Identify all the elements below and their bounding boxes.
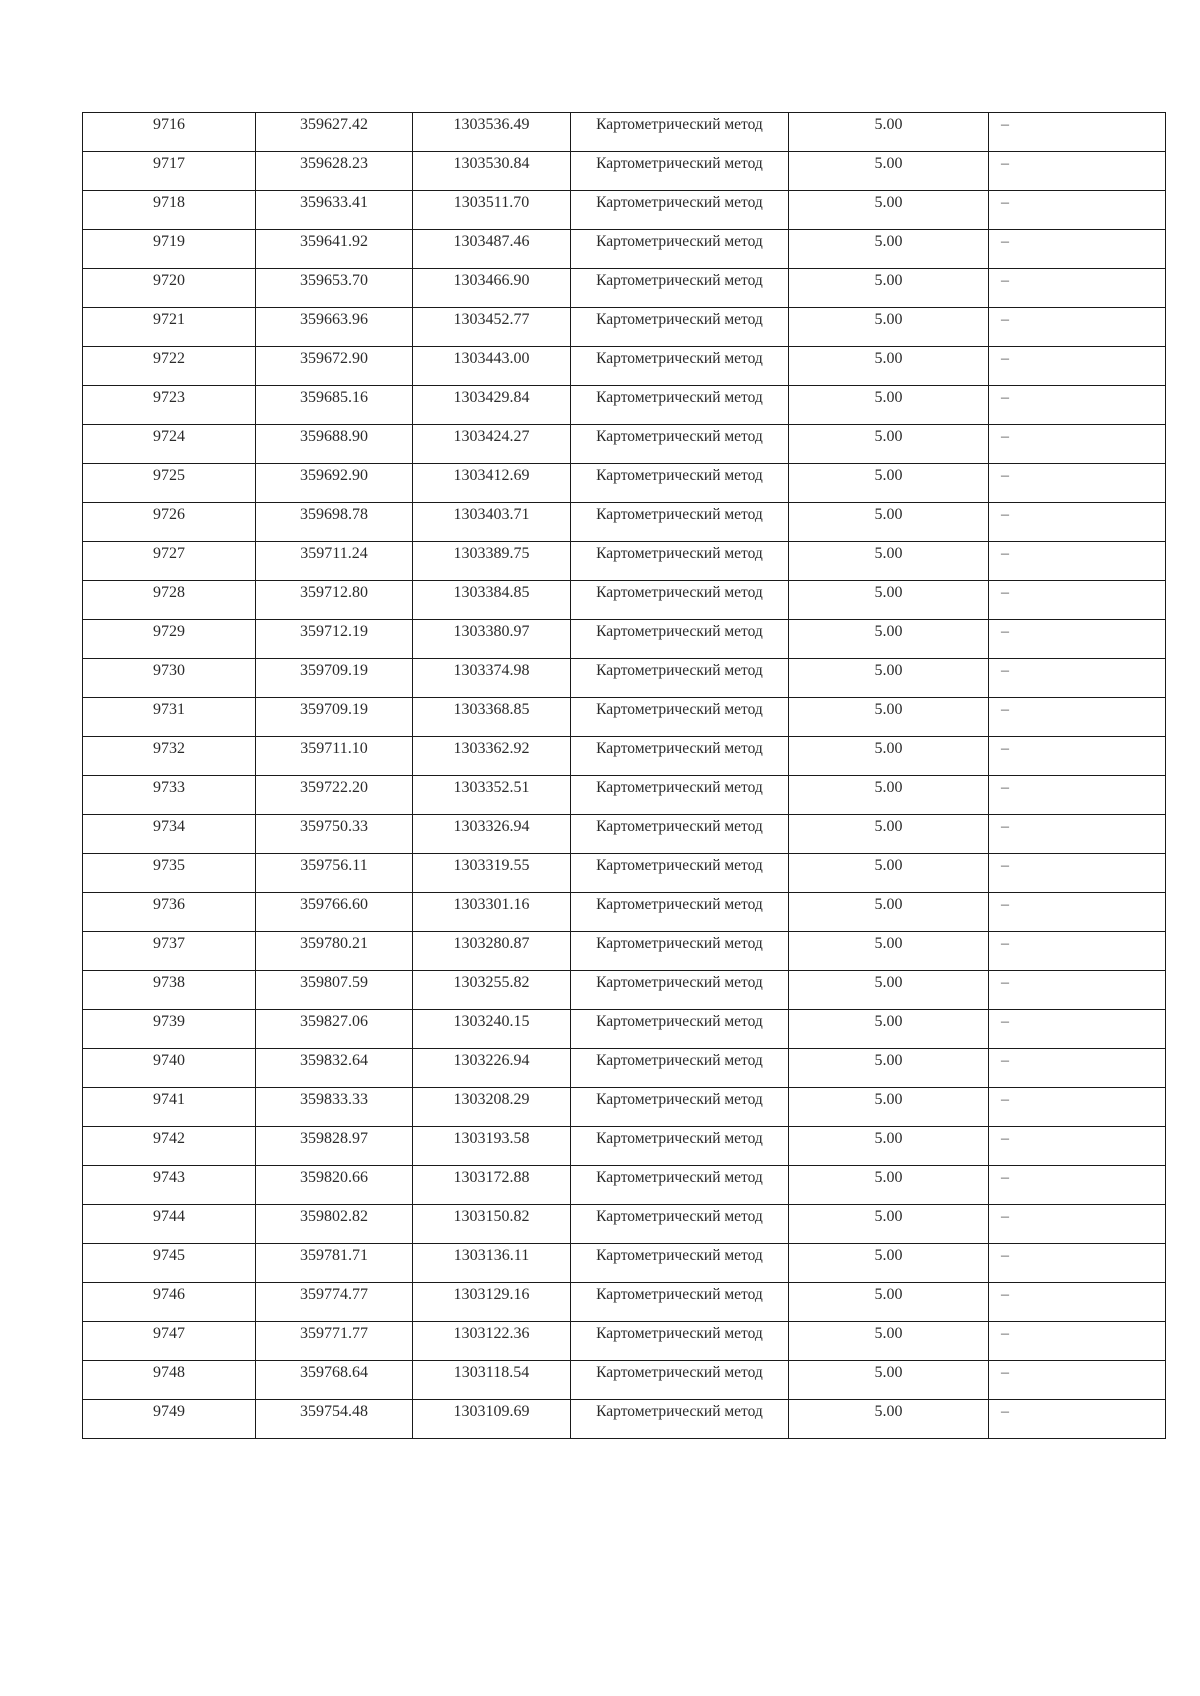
note-cell: – [989, 1049, 1166, 1088]
note-cell: – [989, 854, 1166, 893]
point-number-cell: 9745 [83, 1244, 256, 1283]
table-row [83, 893, 1166, 932]
point-number-cell: 9736 [83, 893, 256, 932]
method-cell [571, 1361, 789, 1400]
table-row [83, 1010, 1166, 1049]
method-cell [571, 1322, 789, 1361]
table-row [83, 620, 1166, 659]
method-text: Картометрический метод [596, 1091, 763, 1108]
note-cell: – [989, 620, 1166, 659]
method-text: Картометрический метод [596, 896, 763, 913]
accuracy-cell: 5.00 [789, 698, 989, 737]
accuracy-cell: 5.00 [789, 464, 989, 503]
point-number-cell: 9718 [83, 191, 256, 230]
y-coordinate-cell: 1303172.88 [413, 1166, 571, 1205]
note-cell: – [989, 230, 1166, 269]
y-coordinate-cell: 1303412.69 [413, 464, 571, 503]
x-coordinate-cell: 359722.20 [256, 776, 413, 815]
method-cell [571, 854, 789, 893]
method-text: Картометрический метод [596, 233, 763, 250]
note-cell: – [989, 386, 1166, 425]
y-coordinate-cell: 1303530.84 [413, 152, 571, 191]
method-text: Картометрический метод [596, 311, 763, 328]
x-coordinate-cell: 359756.11 [256, 854, 413, 893]
table-body [83, 113, 1166, 1439]
method-text: Картометрический метод [596, 350, 763, 367]
note-cell: – [989, 1322, 1166, 1361]
table-row [83, 1400, 1166, 1439]
accuracy-cell: 5.00 [789, 1361, 989, 1400]
method-cell [571, 191, 789, 230]
method-text: Картометрический метод [596, 1130, 763, 1147]
note-cell: – [989, 1244, 1166, 1283]
method-cell [571, 1127, 789, 1166]
y-coordinate-cell: 1303226.94 [413, 1049, 571, 1088]
accuracy-cell: 5.00 [789, 269, 989, 308]
x-coordinate-cell: 359653.70 [256, 269, 413, 308]
accuracy-cell: 5.00 [789, 1049, 989, 1088]
x-coordinate-cell: 359698.78 [256, 503, 413, 542]
note-cell: – [989, 113, 1166, 152]
method-cell [571, 581, 789, 620]
method-text: Картометрический метод [596, 935, 763, 952]
table-row [83, 347, 1166, 386]
table-row [83, 425, 1166, 464]
accuracy-cell: 5.00 [789, 932, 989, 971]
x-coordinate-cell: 359711.10 [256, 737, 413, 776]
method-cell [571, 1049, 789, 1088]
y-coordinate-cell: 1303109.69 [413, 1400, 571, 1439]
method-text: Картометрический метод [596, 857, 763, 874]
accuracy-cell: 5.00 [789, 230, 989, 269]
y-coordinate-cell: 1303118.54 [413, 1361, 571, 1400]
y-coordinate-cell: 1303368.85 [413, 698, 571, 737]
note-cell: – [989, 815, 1166, 854]
point-number-cell: 9724 [83, 425, 256, 464]
y-coordinate-cell: 1303326.94 [413, 815, 571, 854]
table-row [83, 308, 1166, 347]
table-row [83, 659, 1166, 698]
x-coordinate-cell: 359685.16 [256, 386, 413, 425]
y-coordinate-cell: 1303319.55 [413, 854, 571, 893]
method-cell [571, 893, 789, 932]
note-cell: – [989, 1010, 1166, 1049]
point-number-cell: 9722 [83, 347, 256, 386]
table-row [83, 230, 1166, 269]
point-number-cell: 9731 [83, 698, 256, 737]
method-text: Картометрический метод [596, 584, 763, 601]
point-number-cell: 9730 [83, 659, 256, 698]
y-coordinate-cell: 1303150.82 [413, 1205, 571, 1244]
method-cell [571, 503, 789, 542]
x-coordinate-cell: 359627.42 [256, 113, 413, 152]
accuracy-cell: 5.00 [789, 347, 989, 386]
table-row [83, 1283, 1166, 1322]
method-cell [571, 971, 789, 1010]
table-row [83, 113, 1166, 152]
method-text: Картометрический метод [596, 1403, 763, 1420]
y-coordinate-cell: 1303374.98 [413, 659, 571, 698]
method-cell [571, 620, 789, 659]
method-text: Картометрический метод [596, 506, 763, 523]
point-number-cell: 9743 [83, 1166, 256, 1205]
point-number-cell: 9716 [83, 113, 256, 152]
x-coordinate-cell: 359754.48 [256, 1400, 413, 1439]
method-cell [571, 386, 789, 425]
point-number-cell: 9732 [83, 737, 256, 776]
point-number-cell: 9748 [83, 1361, 256, 1400]
method-text: Картометрический метод [596, 155, 763, 172]
note-cell: – [989, 1088, 1166, 1127]
accuracy-cell: 5.00 [789, 1088, 989, 1127]
note-cell: – [989, 503, 1166, 542]
method-cell [571, 1010, 789, 1049]
coordinates-table [82, 112, 1166, 1439]
accuracy-cell: 5.00 [789, 1166, 989, 1205]
note-cell: – [989, 1205, 1166, 1244]
table-row [83, 386, 1166, 425]
table-row [83, 698, 1166, 737]
method-text: Картометрический метод [596, 662, 763, 679]
point-number-cell: 9744 [83, 1205, 256, 1244]
method-cell [571, 776, 789, 815]
method-text: Картометрический метод [596, 1325, 763, 1342]
accuracy-cell: 5.00 [789, 1400, 989, 1439]
accuracy-cell: 5.00 [789, 113, 989, 152]
table-row [83, 1127, 1166, 1166]
x-coordinate-cell: 359672.90 [256, 347, 413, 386]
x-coordinate-cell: 359832.64 [256, 1049, 413, 1088]
method-text: Картометрический метод [596, 779, 763, 796]
note-cell: – [989, 1166, 1166, 1205]
point-number-cell: 9725 [83, 464, 256, 503]
y-coordinate-cell: 1303443.00 [413, 347, 571, 386]
method-cell [571, 347, 789, 386]
table-row [83, 191, 1166, 230]
note-cell: – [989, 191, 1166, 230]
table-row [83, 932, 1166, 971]
method-cell [571, 542, 789, 581]
accuracy-cell: 5.00 [789, 620, 989, 659]
table-row [83, 737, 1166, 776]
x-coordinate-cell: 359688.90 [256, 425, 413, 464]
table-row [83, 815, 1166, 854]
x-coordinate-cell: 359771.77 [256, 1322, 413, 1361]
method-text: Картометрический метод [596, 623, 763, 640]
point-number-cell: 9749 [83, 1400, 256, 1439]
note-cell: – [989, 308, 1166, 347]
accuracy-cell: 5.00 [789, 737, 989, 776]
point-number-cell: 9727 [83, 542, 256, 581]
note-cell: – [989, 932, 1166, 971]
point-number-cell: 9721 [83, 308, 256, 347]
x-coordinate-cell: 359768.64 [256, 1361, 413, 1400]
x-coordinate-cell: 359781.71 [256, 1244, 413, 1283]
method-text: Картометрический метод [596, 116, 763, 133]
note-cell: – [989, 971, 1166, 1010]
y-coordinate-cell: 1303280.87 [413, 932, 571, 971]
method-text: Картометрический метод [596, 701, 763, 718]
accuracy-cell: 5.00 [789, 542, 989, 581]
x-coordinate-cell: 359750.33 [256, 815, 413, 854]
y-coordinate-cell: 1303255.82 [413, 971, 571, 1010]
accuracy-cell: 5.00 [789, 425, 989, 464]
note-cell: – [989, 269, 1166, 308]
accuracy-cell: 5.00 [789, 152, 989, 191]
x-coordinate-cell: 359712.19 [256, 620, 413, 659]
method-text: Картометрический метод [596, 1247, 763, 1264]
accuracy-cell: 5.00 [789, 581, 989, 620]
method-text: Картометрический метод [596, 740, 763, 757]
method-cell [571, 698, 789, 737]
table-row [83, 1322, 1166, 1361]
note-cell: – [989, 1400, 1166, 1439]
method-text: Картометрический метод [596, 1208, 763, 1225]
x-coordinate-cell: 359711.24 [256, 542, 413, 581]
y-coordinate-cell: 1303429.84 [413, 386, 571, 425]
method-text: Картометрический метод [596, 818, 763, 835]
x-coordinate-cell: 359641.92 [256, 230, 413, 269]
note-cell: – [989, 698, 1166, 737]
table-row [83, 1088, 1166, 1127]
point-number-cell: 9720 [83, 269, 256, 308]
method-cell [571, 1205, 789, 1244]
point-number-cell: 9737 [83, 932, 256, 971]
accuracy-cell: 5.00 [789, 503, 989, 542]
y-coordinate-cell: 1303352.51 [413, 776, 571, 815]
note-cell: – [989, 464, 1166, 503]
y-coordinate-cell: 1303466.90 [413, 269, 571, 308]
table-row [83, 464, 1166, 503]
x-coordinate-cell: 359709.19 [256, 698, 413, 737]
accuracy-cell: 5.00 [789, 776, 989, 815]
method-cell [571, 1400, 789, 1439]
y-coordinate-cell: 1303301.16 [413, 893, 571, 932]
point-number-cell: 9746 [83, 1283, 256, 1322]
method-cell [571, 230, 789, 269]
accuracy-cell: 5.00 [789, 1322, 989, 1361]
table-row [83, 854, 1166, 893]
method-cell [571, 1283, 789, 1322]
note-cell: – [989, 659, 1166, 698]
y-coordinate-cell: 1303384.85 [413, 581, 571, 620]
note-cell: – [989, 581, 1166, 620]
table-row [83, 1166, 1166, 1205]
y-coordinate-cell: 1303511.70 [413, 191, 571, 230]
method-cell [571, 1166, 789, 1205]
y-coordinate-cell: 1303452.77 [413, 308, 571, 347]
method-cell [571, 1088, 789, 1127]
point-number-cell: 9735 [83, 854, 256, 893]
accuracy-cell: 5.00 [789, 659, 989, 698]
point-number-cell: 9717 [83, 152, 256, 191]
point-number-cell: 9741 [83, 1088, 256, 1127]
accuracy-cell: 5.00 [789, 815, 989, 854]
x-coordinate-cell: 359780.21 [256, 932, 413, 971]
accuracy-cell: 5.00 [789, 191, 989, 230]
note-cell: – [989, 737, 1166, 776]
method-text: Картометрический метод [596, 1169, 763, 1186]
y-coordinate-cell: 1303129.16 [413, 1283, 571, 1322]
point-number-cell: 9719 [83, 230, 256, 269]
method-cell [571, 815, 789, 854]
accuracy-cell: 5.00 [789, 854, 989, 893]
x-coordinate-cell: 359807.59 [256, 971, 413, 1010]
x-coordinate-cell: 359709.19 [256, 659, 413, 698]
x-coordinate-cell: 359766.60 [256, 893, 413, 932]
method-cell [571, 1244, 789, 1283]
note-cell: – [989, 1361, 1166, 1400]
y-coordinate-cell: 1303487.46 [413, 230, 571, 269]
method-text: Картометрический метод [596, 194, 763, 211]
table-row [83, 971, 1166, 1010]
method-text: Картометрический метод [596, 272, 763, 289]
point-number-cell: 9747 [83, 1322, 256, 1361]
note-cell: – [989, 776, 1166, 815]
x-coordinate-cell: 359828.97 [256, 1127, 413, 1166]
method-text: Картометрический метод [596, 1286, 763, 1303]
point-number-cell: 9726 [83, 503, 256, 542]
y-coordinate-cell: 1303136.11 [413, 1244, 571, 1283]
note-cell: – [989, 347, 1166, 386]
accuracy-cell: 5.00 [789, 386, 989, 425]
method-text: Картометрический метод [596, 1052, 763, 1069]
method-cell [571, 308, 789, 347]
point-number-cell: 9728 [83, 581, 256, 620]
accuracy-cell: 5.00 [789, 893, 989, 932]
y-coordinate-cell: 1303122.36 [413, 1322, 571, 1361]
y-coordinate-cell: 1303240.15 [413, 1010, 571, 1049]
x-coordinate-cell: 359712.80 [256, 581, 413, 620]
method-cell [571, 425, 789, 464]
point-number-cell: 9723 [83, 386, 256, 425]
x-coordinate-cell: 359820.66 [256, 1166, 413, 1205]
table-row [83, 1361, 1166, 1400]
note-cell: – [989, 1283, 1166, 1322]
accuracy-cell: 5.00 [789, 1205, 989, 1244]
point-number-cell: 9734 [83, 815, 256, 854]
method-text: Картометрический метод [596, 467, 763, 484]
accuracy-cell: 5.00 [789, 1283, 989, 1322]
method-text: Картометрический метод [596, 545, 763, 562]
y-coordinate-cell: 1303208.29 [413, 1088, 571, 1127]
note-cell: – [989, 542, 1166, 581]
method-cell [571, 152, 789, 191]
x-coordinate-cell: 359833.33 [256, 1088, 413, 1127]
point-number-cell: 9742 [83, 1127, 256, 1166]
table-row [83, 1049, 1166, 1088]
table-row [83, 152, 1166, 191]
x-coordinate-cell: 359663.96 [256, 308, 413, 347]
note-cell: – [989, 893, 1166, 932]
accuracy-cell: 5.00 [789, 971, 989, 1010]
y-coordinate-cell: 1303362.92 [413, 737, 571, 776]
method-cell [571, 659, 789, 698]
table-row [83, 581, 1166, 620]
method-text: Картометрический метод [596, 389, 763, 406]
x-coordinate-cell: 359628.23 [256, 152, 413, 191]
x-coordinate-cell: 359802.82 [256, 1205, 413, 1244]
method-text: Картометрический метод [596, 428, 763, 445]
accuracy-cell: 5.00 [789, 1127, 989, 1166]
method-text: Картометрический метод [596, 1364, 763, 1381]
accuracy-cell: 5.00 [789, 1010, 989, 1049]
table-row [83, 542, 1166, 581]
table-row [83, 503, 1166, 542]
method-cell [571, 464, 789, 503]
note-cell: – [989, 425, 1166, 464]
method-text: Картометрический метод [596, 1013, 763, 1030]
table-row [83, 1205, 1166, 1244]
point-number-cell: 9733 [83, 776, 256, 815]
y-coordinate-cell: 1303424.27 [413, 425, 571, 464]
point-number-cell: 9739 [83, 1010, 256, 1049]
table-row [83, 1244, 1166, 1283]
method-cell [571, 737, 789, 776]
method-cell [571, 932, 789, 971]
point-number-cell: 9738 [83, 971, 256, 1010]
point-number-cell: 9729 [83, 620, 256, 659]
x-coordinate-cell: 359692.90 [256, 464, 413, 503]
method-text: Картометрический метод [596, 974, 763, 991]
note-cell: – [989, 1127, 1166, 1166]
method-cell [571, 113, 789, 152]
method-cell [571, 269, 789, 308]
point-number-cell: 9740 [83, 1049, 256, 1088]
accuracy-cell: 5.00 [789, 1244, 989, 1283]
table-row [83, 269, 1166, 308]
y-coordinate-cell: 1303403.71 [413, 503, 571, 542]
table-row [83, 776, 1166, 815]
x-coordinate-cell: 359633.41 [256, 191, 413, 230]
y-coordinate-cell: 1303536.49 [413, 113, 571, 152]
x-coordinate-cell: 359827.06 [256, 1010, 413, 1049]
x-coordinate-cell: 359774.77 [256, 1283, 413, 1322]
accuracy-cell: 5.00 [789, 308, 989, 347]
y-coordinate-cell: 1303193.58 [413, 1127, 571, 1166]
y-coordinate-cell: 1303389.75 [413, 542, 571, 581]
note-cell: – [989, 152, 1166, 191]
y-coordinate-cell: 1303380.97 [413, 620, 571, 659]
